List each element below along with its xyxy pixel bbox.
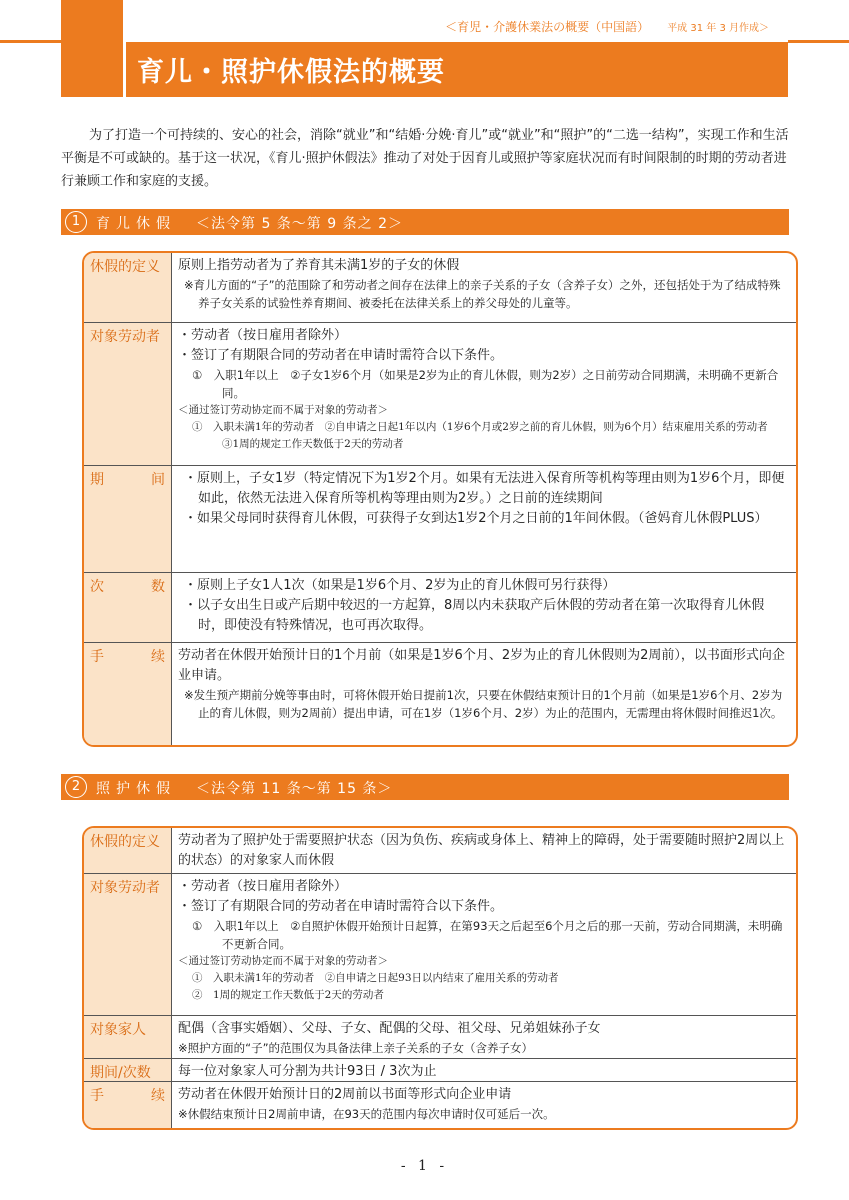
row-content <box>172 874 796 1015</box>
table-row <box>84 1015 796 1058</box>
section-title: 育儿休假 <box>96 216 176 232</box>
family-text: 配偶（含事实婚姻）、父母、子女、配偶的父母、祖父母、兄弟姐妹孙子女 <box>178 1021 601 1036</box>
table-row <box>84 322 796 465</box>
row-label: 休假的定义 <box>84 253 172 322</box>
row-label-part: 手 <box>90 649 104 665</box>
definition-text: 劳动者为了照护处于需要照护状态（因为负伤、疾病或身体上、精神上的障碍，处于需要随时照护2周以上的状态）的对象家人而休假 <box>178 833 785 868</box>
row-content <box>172 1016 796 1058</box>
page-title: 育儿・照护休假法的概要 <box>137 57 445 88</box>
target-exclusion-heading: ＜通过签订劳动协定而不属于对象的劳动者＞ <box>178 955 388 967</box>
section-law-ref: ＜法令第 5 条～第 9 条之 2＞ <box>196 216 403 232</box>
target-exclusion-heading: ＜通过签订劳动协定而不属于对象的劳动者＞ <box>178 404 388 416</box>
row-label: 休假的定义 <box>84 828 172 873</box>
period-times-text: 每一位对象家人可分割为共计93日 / 3次为止 <box>178 1064 437 1079</box>
row-content <box>172 253 796 322</box>
table-row <box>84 465 796 572</box>
procedure-text: 劳动者在休假开始预计日的2周前以书面等形式向企业申请 <box>178 1087 512 1102</box>
row-content <box>172 323 796 465</box>
row-label-part: 续 <box>151 649 165 665</box>
target-exclusion-list: ① 入职未满1年的劳动者 ②自申请之日起1年以内（1岁6个月或2岁之前的育儿休假，则为6个月）结束雇用关系的劳动者 ③1周的规定工作天数低于2天的劳动者 <box>192 421 779 450</box>
section-heading-childcare <box>61 209 789 235</box>
table-row <box>84 572 796 642</box>
section-law-ref: ＜法令第 11 条～第 15 条＞ <box>196 781 393 797</box>
target-exclusion-list: ① 入职未满1年的劳动者 ②自申请之日起93日以内结束了雇用关系的劳动者 <box>192 972 559 984</box>
row-label: 对象劳动者 <box>84 323 172 465</box>
row-label: 对象劳动者 <box>84 874 172 1015</box>
row-label-part: 续 <box>151 1088 165 1104</box>
row-label <box>84 643 172 745</box>
table-row <box>84 642 796 745</box>
procedure-note: ※发生预产期前分娩等事由时，可将休假开始日提前1次，只要在休假结束预计日的1个月前（如果是1岁6个月、2岁为止的育儿休假，则为2周前）提出申请，可在1岁（1岁6个月、2岁）为止的范围内，无需理由将休假时间推迟1次。 <box>184 688 783 720</box>
definition-note: ※育儿方面的“子”的范围除了和劳动者之间存在法律上的亲子关系的子女（含养子女）之外，还包括处于为了结成特殊养子女关系的试验性养育期间、被委托在法律关系上的养父母处的儿童等。 <box>184 278 781 310</box>
target-condition: ① 入职1年以上 ②子女1岁6个月（如果是2岁为止的育儿休假，则为2岁）之日前劳动合同期满，未明确不更新合同。 <box>192 368 779 400</box>
row-label-part: 间 <box>151 472 165 488</box>
header-cap-left <box>61 0 123 42</box>
row-content <box>172 643 796 745</box>
period-line: ・原则上，子女1岁（特定情况下为1岁2个月。如果有无法进入保育所等机构等理由则为1岁6个月，即便如此，依然无法进入保育所等机构等理由则为2岁。）之日前的连续期间 <box>184 471 785 506</box>
row-content <box>172 828 796 873</box>
times-line: ・以子女出生日或产后期中较迟的一方起算，8周以内未获取产后休假的劳动者在第一次取得育儿休假时，即使没有特殊情况，也可再次取得。 <box>184 598 765 633</box>
section-number: 2 <box>65 776 87 798</box>
target-line: ・签订了有期限合同的劳动者在申请时需符合以下条件。 <box>178 348 504 363</box>
intro-paragraph: 为了打造一个可持续的、安心的社会，消除“就业”和“结婚·分娩·育儿”或“就业”和“照护”的“二选一结构”，实现工作和生活平衡是不可或缺的。基于这一状况，《育儿·照护休假法》推动了对处于因育儿或照护等家庭状况而有时间限制的时期的劳动者进行兼顾工作和家庭的支援。 <box>61 128 789 189</box>
row-label-part: 数 <box>151 579 165 595</box>
caregiver-leave-table <box>82 826 798 1130</box>
table-row <box>84 873 796 1015</box>
row-label: 期间/次数 <box>84 1059 172 1081</box>
target-exclusion-list: ② 1周的规定工作天数低于2天的劳动者 <box>192 989 384 1001</box>
row-label <box>84 1082 172 1128</box>
section-title: 照护休假 <box>96 781 176 797</box>
row-label-part: 手 <box>90 1088 104 1104</box>
header-subtitle <box>445 18 769 35</box>
header-subtitle-text: ＜育児・介護休業法の概要（中国語） <box>445 20 650 34</box>
definition-text: 原则上指劳动者为了养育其未满1岁的子女的休假 <box>178 258 460 273</box>
target-condition: ① 入职1年以上 ②自照护休假开始预计日起算，在第93天之后起至6个月之后的那一天前，劳动合同期满，未明确不更新合同。 <box>192 919 783 951</box>
childcare-leave-table <box>82 251 798 747</box>
table-row <box>84 828 796 873</box>
procedure-text: 劳动者在休假开始预计日的1个月前（如果是1岁6个月、2岁为止的育儿休假则为2周前），以书面形式向企业申请。 <box>178 648 785 683</box>
row-content <box>172 1059 796 1081</box>
procedure-note: ※休假结束预计日2周前申请，在93天的范围内每次申请时仅可延后一次。 <box>178 1107 555 1121</box>
target-line: ・劳动者（按日雇用者除外） <box>178 328 348 343</box>
header-divider <box>123 0 126 97</box>
page-number: - 1 - <box>400 1158 449 1174</box>
period-line: ・如果父母同时获得育儿休假，可获得子女到达1岁2个月之日前的1年间休假。（爸妈育儿休假PLUS） <box>184 511 768 526</box>
section-number: 1 <box>65 211 87 233</box>
section-heading-caregiver <box>61 774 789 800</box>
family-note: ※照护方面的“子”的范围仅为具备法律上亲子关系的子女（含养子女） <box>178 1041 534 1055</box>
row-label <box>84 466 172 572</box>
table-row <box>84 1058 796 1081</box>
row-label-part: 期 <box>90 472 104 488</box>
row-label <box>84 573 172 642</box>
header-date: 平成 31 年 3 月作成＞ <box>667 23 769 34</box>
table-row <box>84 1081 796 1128</box>
row-content <box>172 466 796 572</box>
target-line: ・签订了有期限合同的劳动者在申请时需符合以下条件。 <box>178 899 504 914</box>
row-content <box>172 1082 796 1128</box>
target-line: ・劳动者（按日雇用者除外） <box>178 879 348 894</box>
row-label-part: 次 <box>90 579 104 595</box>
row-content <box>172 573 796 642</box>
table-row <box>84 253 796 322</box>
row-label: 对象家人 <box>84 1016 172 1058</box>
times-line: ・原则上子女1人1次（如果是1岁6个月、2岁为止的育儿休假可另行获得） <box>184 578 616 593</box>
